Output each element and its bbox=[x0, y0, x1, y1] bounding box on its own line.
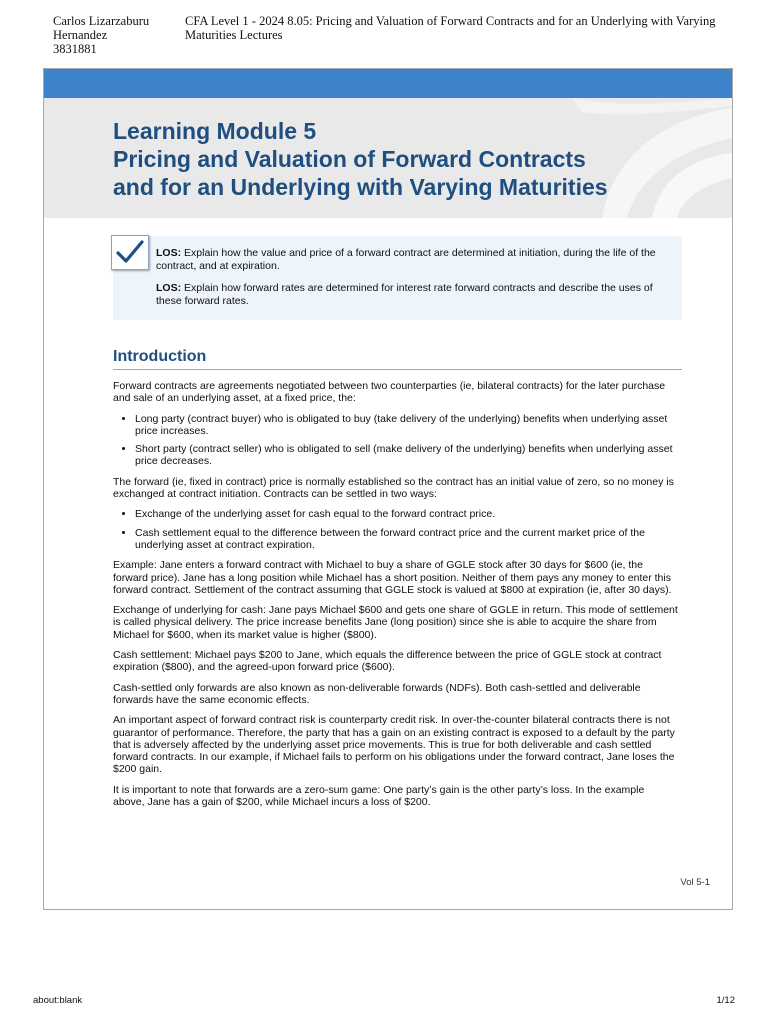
paragraph: Example: Jane enters a forward contract with Michael to buy a share of GGLE stock after 30 days for $600 (ie, the forward price). Jane has a long position while Michael has a short position. Neither of them pays any money to enter this forward contract. Settlement of the contract assuming that GGLE stock is valued at $800 at expiration (ie, after 30 days). bbox=[113, 559, 672, 596]
introduction-body bbox=[113, 380, 678, 816]
los-item bbox=[156, 247, 674, 272]
paragraph: Cash-settled only forwards are also known as non-deliverable forwards (NDFs). Both cash-settled and deliverable forwards have the same economic effects. bbox=[113, 681, 641, 706]
section-heading: Introduction bbox=[113, 348, 207, 365]
print-header bbox=[53, 14, 748, 58]
paragraph: An important aspect of forward contract risk is counterparty credit risk. In over-the-counter bilateral contracts there is not guarantor of performance. Therefore, the party that has a gain on an existing contract is exposed to a default by the party that is adversely affected by the underlying asset price movements. This is true for both deliverable and cash settled forward contracts. In our example, if Michael fails to perform on his obligations under the forward contract, Jane loses the $200 gain. bbox=[113, 714, 675, 776]
bullet-list bbox=[113, 413, 678, 468]
list-item: • Exchange of the underlying asset for cash equal to the forward contract price. bbox=[135, 508, 678, 520]
los-text: Explain how the value and price of a forward contract are determined at initiation, during the life of the contract, and at expiration. bbox=[156, 247, 656, 272]
author-name: Carlos Lizarzaburu Hernandez bbox=[53, 14, 150, 42]
author-block bbox=[53, 14, 178, 56]
paragraph: Exchange of underlying for cash: Jane pays Michael $600 and gets one share of GGLE in return. This mode of settlement is called physical delivery. The price increase benefits Jane (long position) since she is able to acquire the share from Michael for $600, when its market value is higher ($800). bbox=[113, 604, 678, 641]
paragraph: Cash settlement: Michael pays $200 to Jane, which equals the difference between the price of GGLE stock at contract expiration ($800), and the agreed-upon forward price ($600). bbox=[113, 649, 662, 674]
los-text: Explain how forward rates are determined for interest rate forward contracts and describe the uses of these forward rates. bbox=[156, 282, 653, 307]
accent-bar bbox=[44, 69, 732, 98]
los-box bbox=[113, 236, 682, 320]
module-title-line-2: and for an Underlying with Varying Maturities bbox=[113, 174, 608, 200]
module-number: Learning Module 5 bbox=[113, 118, 317, 144]
checkmark-icon bbox=[111, 235, 149, 270]
document-title: CFA Level 1 - 2024 8.05: Pricing and Valuation of Forward Contracts and for an Underlying with Varying Maturities Lectures bbox=[185, 14, 716, 42]
footer-url: about:blank bbox=[33, 995, 83, 1006]
document-page bbox=[43, 68, 733, 910]
los-item bbox=[156, 282, 674, 307]
module-title bbox=[113, 117, 673, 201]
paragraph: The forward (ie, fixed in contract) price is normally established so the contract has an initial value of zero, so no money is exchanged at contract initiation. Contracts can be settled in two ways: bbox=[113, 475, 674, 501]
bullet-list bbox=[113, 508, 678, 551]
list-item: • Cash settlement equal to the difference between the forward contract price and the current market price of the underlying asset at contract expiration. bbox=[135, 527, 678, 552]
module-title-line-1: Pricing and Valuation of Forward Contracts bbox=[113, 146, 586, 172]
los-label: LOS: bbox=[156, 247, 182, 259]
module-banner bbox=[44, 98, 732, 218]
page-label: Vol 5-1 bbox=[680, 877, 710, 888]
los-label: LOS: bbox=[156, 282, 182, 294]
footer-page-count: 1/12 bbox=[716, 995, 735, 1006]
section-divider bbox=[113, 369, 682, 370]
paragraph: It is important to note that forwards are a zero-sum game: One party’s gain is the other party’s loss. In the example above, Jane has a gain of $200, while Michael incurs a loss of $200. bbox=[113, 783, 645, 809]
author-id: 3831881 bbox=[53, 42, 97, 56]
list-item: • Long party (contract buyer) who is obligated to buy (take delivery of the underlying) benefits when underlying asset price increases. bbox=[135, 413, 678, 438]
paragraph: Forward contracts are agreements negotiated between two counterparties (ie, bilateral contracts) for the later purchase and sale of an underlying asset, at a fixed price, the: bbox=[113, 380, 666, 405]
list-item: • Short party (contract seller) who is obligated to sell (make delivery of the underlying) benefits when underlying asset price decreases. bbox=[135, 443, 678, 468]
